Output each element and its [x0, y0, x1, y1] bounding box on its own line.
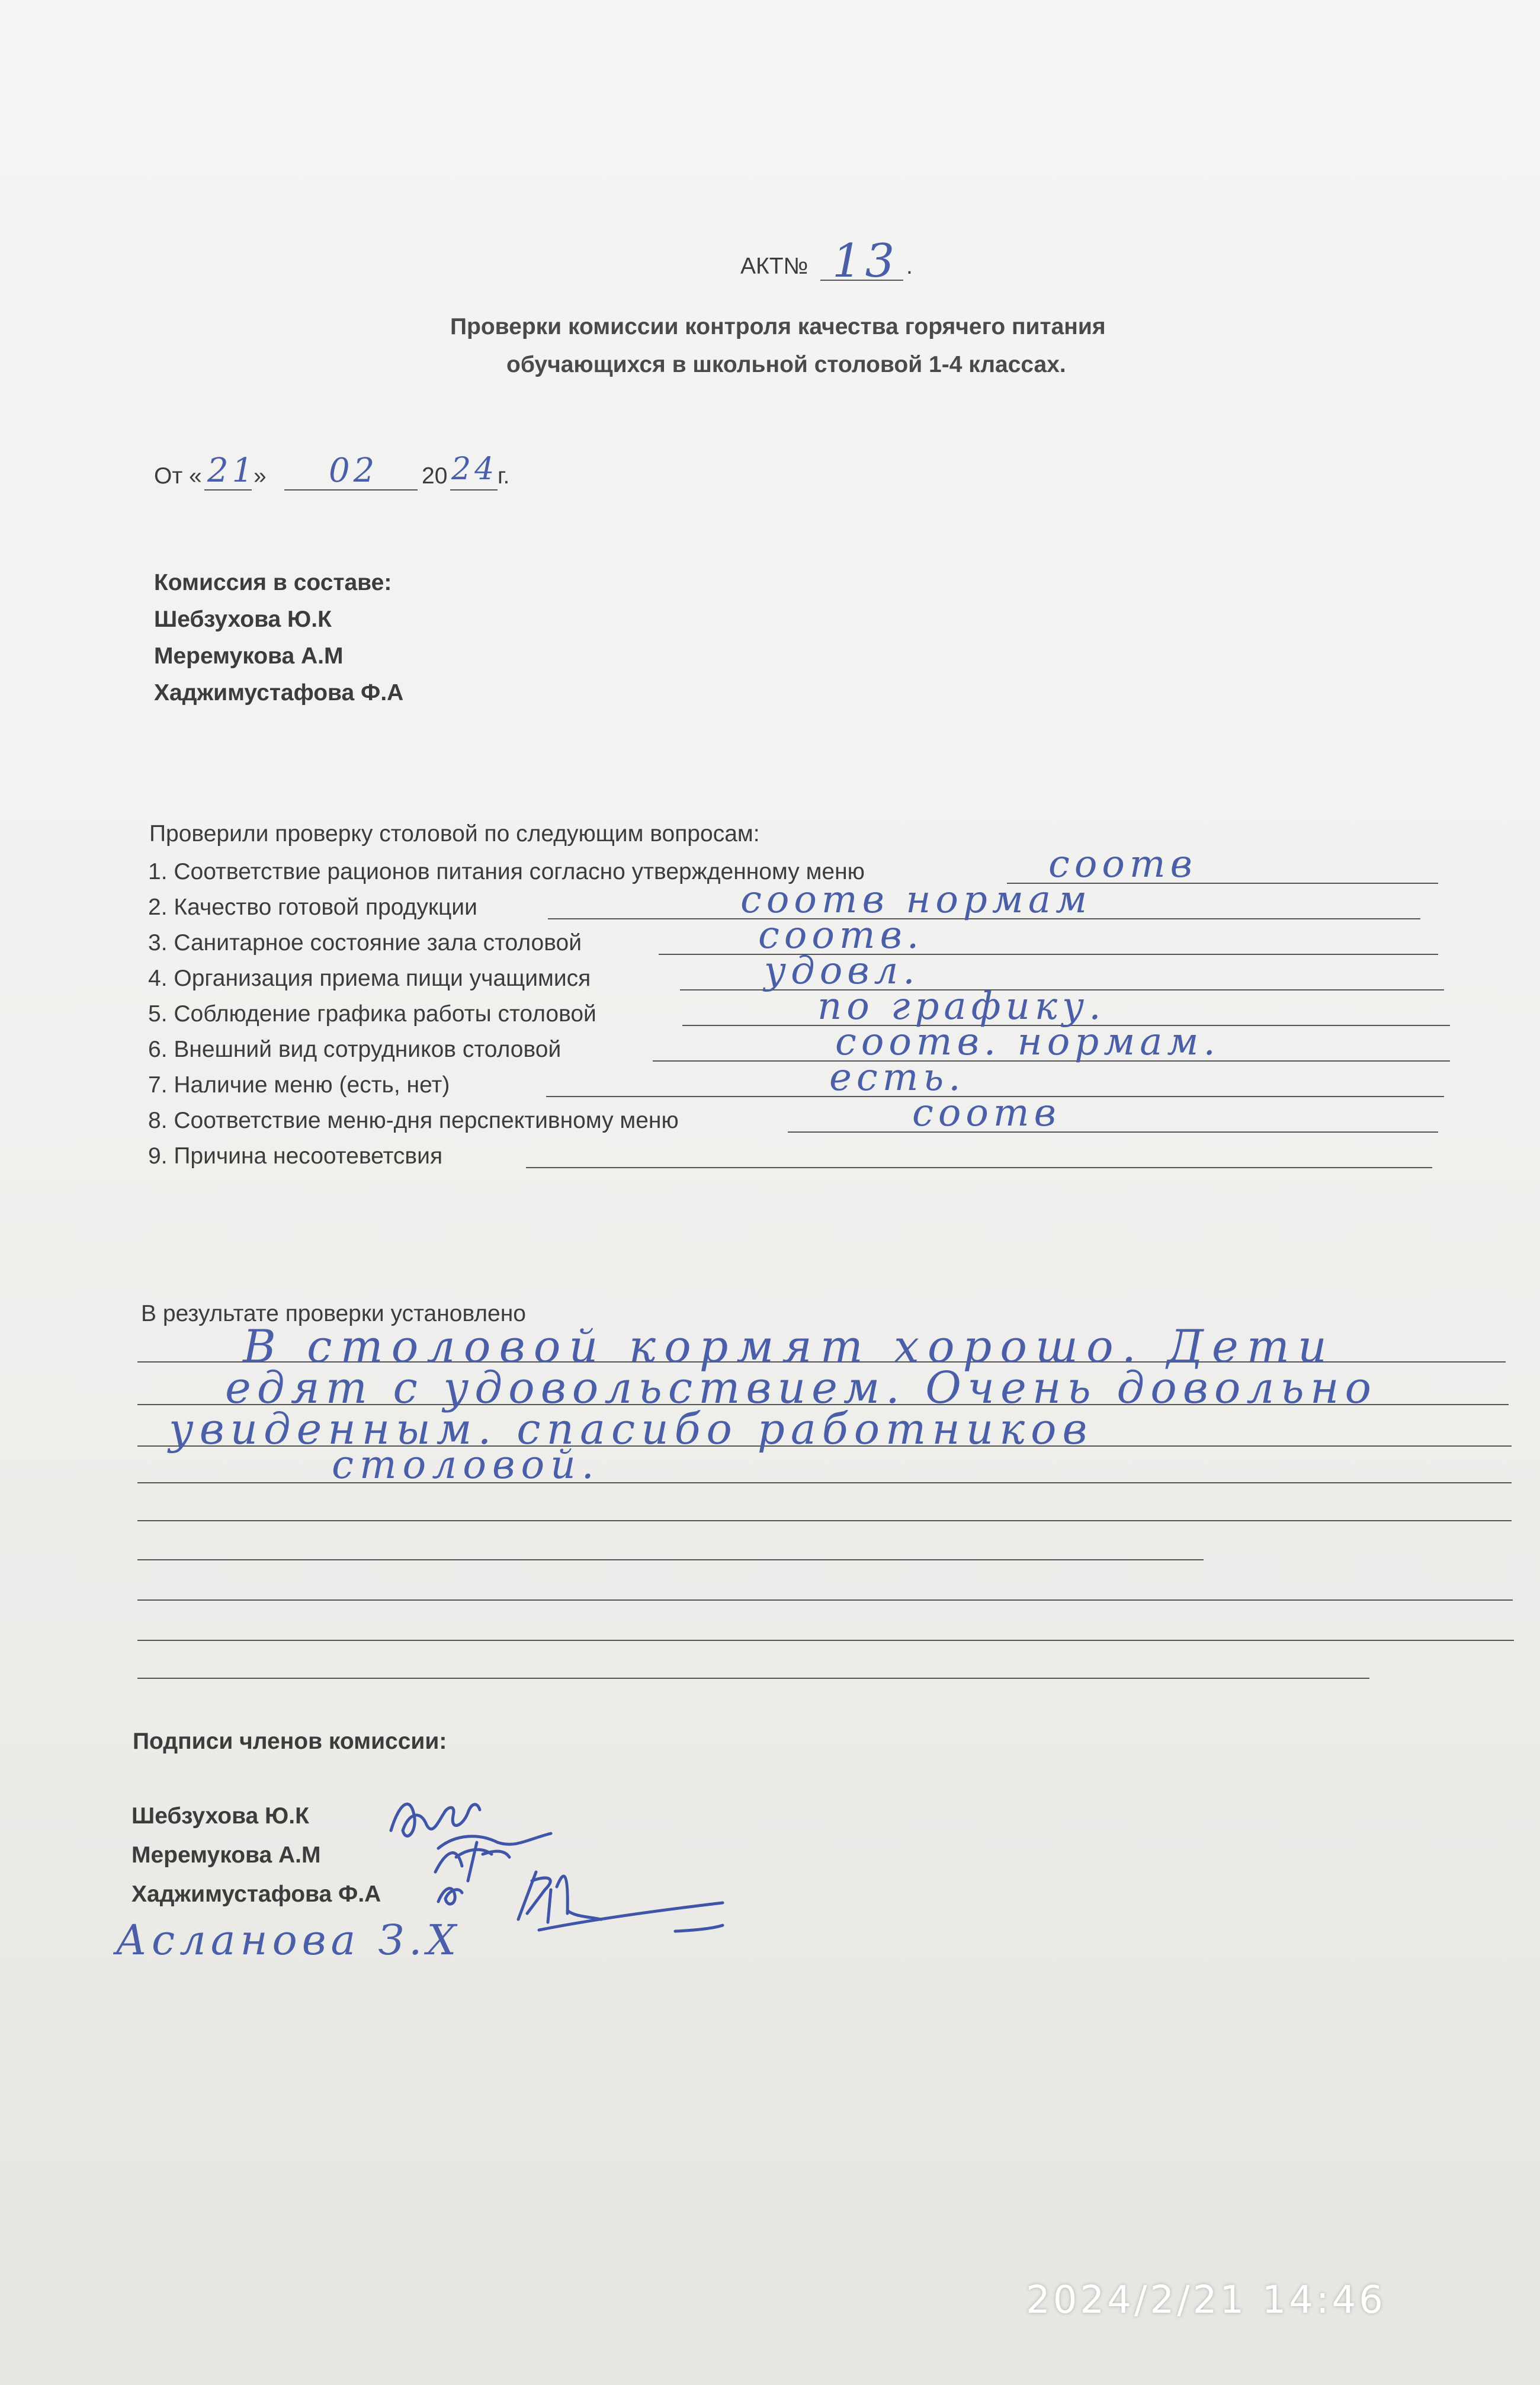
act-number: 13 — [832, 235, 899, 288]
date-year: 24 — [451, 451, 498, 487]
signature-member: Меремукова А.М — [131, 1842, 321, 1868]
signature-member: Шебзухова Ю.К — [131, 1803, 309, 1829]
inspection-row: 3. Санитарное состояние зала столовой соотв. — [148, 924, 1439, 960]
inspection-answer: соотв — [1048, 842, 1197, 886]
commission-heading: Комиссия в составе: — [154, 570, 392, 595]
signature-mark — [518, 1872, 601, 1922]
signature-mark — [438, 1833, 551, 1848]
photo-timestamp: 2024/2/21 14:46 — [1026, 2278, 1386, 2322]
inspection-row: 8. Соответствие меню-дня перспективному меню соотв — [148, 1102, 1439, 1137]
added-member: Асланова З.Х — [116, 1916, 461, 1964]
inspection-row: 6. Внешний вид сотрудников столовой соотв. нормам. — [148, 1031, 1451, 1066]
commission-member: Меремукова А.М — [154, 643, 344, 669]
inspection-row: 1. Соответствие рационов питания согласно утвержденному меню соотв — [148, 853, 1439, 889]
date-month: 02 — [329, 451, 378, 490]
result-text-line: едят с удовольствием. Очень довольно — [225, 1363, 1378, 1413]
inspection-answer: соотв нормам — [740, 878, 1092, 922]
inspection-answer: удовл. — [764, 949, 920, 993]
inspection-row: 4. Организация приема пищи учащимися удовл. — [148, 960, 1445, 995]
commission-member: Хаджимустафова Ф.А — [154, 680, 404, 706]
signature-member: Хаджимустафова Ф.А — [131, 1881, 381, 1907]
inspection-row: 9. Причина несоотеветсвия — [148, 1137, 1433, 1173]
result-text-line: увиденным. спасибо работников — [169, 1404, 1093, 1454]
inspection-heading: Проверили проверку столовой по следующим вопросам: — [149, 821, 760, 847]
result-text-line: В столовой кормят хорошо. Дети — [243, 1320, 1335, 1373]
signature-mark — [438, 1889, 462, 1904]
title-line-1: Проверки комиссии контроля качества горячего питания — [450, 314, 1106, 339]
inspection-answer: соотв. нормам. — [835, 1020, 1220, 1064]
date-day: 21 — [207, 451, 257, 490]
inspection-answer: по графику. — [817, 985, 1106, 1028]
result-text-line: столовой. — [332, 1442, 600, 1488]
inspection-row: 5. Соблюдение графика работы столовой по графику. — [148, 995, 1451, 1031]
inspection-row: 7. Наличие меню (есть, нет) есть. — [148, 1066, 1445, 1102]
date-prefix: От « — [154, 463, 202, 489]
inspection-answer: соотв. — [758, 913, 924, 957]
document-sheet: АКТ№ 13 . Проверки комиссии контроля качества горячего питания обучающихся в школьной столовой 1-4 классах. От « 21 » 02 20 24 г. Комиссия в составе: Шебзухова Ю.К Меремукова А.М Хаджимустафова Ф.А Проверили проверку столовой по следующим вопросам: 1. Соответствие рационов питания согласно утвержденному меню соотв 2. Качество готовой продукции соотв нормам 3. Санитарное состояние зала столовой соотв. 4. Организация приема пищи учащимися удовл. 5. Соблюдение графика работы столовой по графику. 6. Внешний вид сотрудников столовой соотв. нормам. 7. Наличие меню (есть, нет) есть. 8. Соответствие меню-дня перспективному меню соотв 9. Причина несоотеветсвия В результате проверки установлено В столовой кормят хорошо. Дети едят с удовольствием. Очень довольно увиденным. спасибо работников столовой. Подписи членов комиссии: Шебзухова Ю.К Меремукова А.М Хаджимустафова Ф.А Асланова З.Х 2024/2/21 14:46 — [0, 0, 1540, 2385]
signature-mark — [435, 1842, 509, 1881]
result-heading: В результате проверки установлено — [141, 1301, 526, 1326]
act-label: АКТ№ — [740, 254, 808, 279]
signatures-heading: Подписи членов комиссии: — [133, 1729, 447, 1754]
title-line-2: обучающихся в школьной столовой 1-4 классах. — [506, 352, 1066, 377]
signature-mark — [391, 1804, 480, 1836]
inspection-answer: есть. — [829, 1056, 965, 1099]
inspection-row: 2. Качество готовой продукции соотв нормам — [148, 889, 1422, 924]
commission-member: Шебзухова Ю.К — [154, 607, 332, 632]
handwritten-signatures — [379, 1777, 734, 1973]
inspection-answer: соотв — [912, 1091, 1061, 1135]
